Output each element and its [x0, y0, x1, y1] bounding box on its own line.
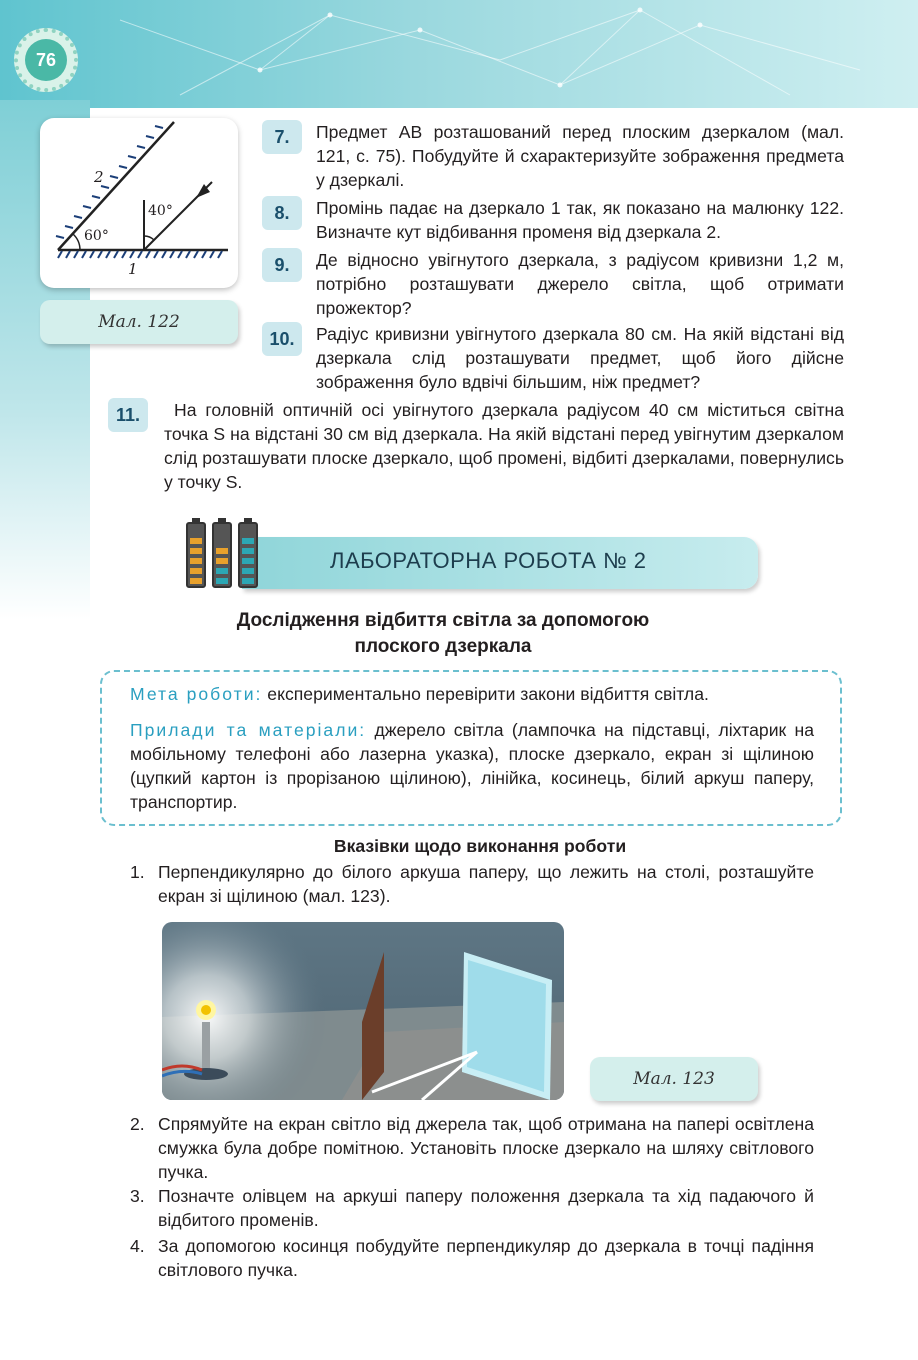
question-number: 10.: [262, 322, 302, 356]
step-text: За допомогою косинця побудуйте перпендикуляр до дзеркала в точці падіння світлового пучка.: [158, 1236, 814, 1280]
battery-icon: [212, 522, 232, 588]
figure-122: [40, 118, 238, 288]
materials-paragraph: [130, 718, 814, 814]
lab-topic-line-2: плоского дзеркала: [354, 636, 532, 657]
page-number-badge: [14, 28, 78, 92]
question-text: Де відносно увігнутого дзеркала, з радіусом кривизни 1,2 м, потрібно розташувати джерело світла, щоб отримати прожектор?: [316, 250, 844, 318]
question-text: Предмет AB розташований перед плоским дзеркалом (мал. 121, с. 75). Побудуйте й схарактеризуйте зображення предмета у дзеркалі.: [316, 122, 844, 190]
page-number: 76: [25, 39, 67, 81]
mirror-2-label: 2: [94, 168, 104, 186]
step-text: Спрямуйте на екран світло від джерела так, щоб отримана на папері освітлена смужка була добре помітною. Установіть плоске дзеркало на шляху світлового пучка.: [158, 1114, 814, 1182]
lab-work-title: ЛАБОРАТОРНА РОБОТА № 2: [330, 548, 647, 573]
materials-label: Прилади та матеріали:: [130, 720, 367, 740]
constellation-decoration: [0, 0, 918, 110]
question-number: 8.: [262, 196, 302, 230]
question-text: Промінь падає на дзеркало 1 так, як показано на малюнку 122. Визначте кут відбивання променя від дзеркала 2.: [316, 198, 844, 242]
steps-heading: Вказівки щодо виконання роботи: [333, 836, 627, 856]
step-text: Позначте олівцем на аркуші паперу положення дзеркала та хід падаючого й відбитого променів.: [158, 1186, 814, 1230]
materials-text: джерело світла (лампочка на підставці, ліхтарик на мобільному телефоні або лазерна указка), плоске дзеркало, екран зі щілиною (цупкий картон із прорізаною щілиною), лінійка, косинець, білий аркуш паперу, транспортир.: [130, 720, 814, 812]
question-number: 7.: [262, 120, 302, 154]
battery-icon: [186, 522, 206, 588]
step-number: 2.: [130, 1114, 145, 1134]
angle-60-label: 60°: [84, 228, 109, 244]
step-number: 4.: [130, 1236, 145, 1256]
battery-icon: [238, 522, 258, 588]
figure-123-illustration: [162, 922, 564, 1100]
question-number: 11.: [108, 398, 148, 432]
goal-paragraph: [130, 682, 814, 706]
mirror-1-label: 1: [128, 260, 138, 278]
lab-setup-image: [162, 922, 564, 1100]
mirrors-diagram: [40, 118, 238, 288]
figure-123-caption: Мал. 123: [590, 1057, 758, 1101]
angle-40-label: 40°: [148, 203, 173, 219]
goal-text: експериментально перевірити закони відбиття світла.: [262, 684, 709, 704]
step-text: Перпендикулярно до білого аркуша паперу, що лежить на столі, розташуйте екран зі щілиною (мал. 123).: [158, 862, 814, 906]
step-number: 3.: [130, 1186, 145, 1206]
question-number: 9.: [262, 248, 302, 282]
figure-122-caption: Мал. 122: [40, 300, 238, 344]
step-number: 1.: [130, 862, 145, 882]
goal-label: Мета роботи:: [130, 684, 263, 704]
question-text: На головній оптичній осі увігнутого дзеркала радіусом 40 см міститься світна точка S на відстані 30 см від дзеркала. На якій відстані перед увігнутим дзеркалом слід розташувати плоске дзеркало, щоб промені, відбиті дзеркалами, повернулись у точку S.: [164, 400, 844, 492]
lab-topic-line-1: Дослідження відбиття світла за допомогою: [236, 610, 650, 631]
question-text: Радіус кривизни увігнутого дзеркала 80 см. На якій відстані від дзеркала слід розташувати предмет, щоб його дійсне зображення було вдвічі більшим, ніж предмет?: [316, 324, 844, 392]
